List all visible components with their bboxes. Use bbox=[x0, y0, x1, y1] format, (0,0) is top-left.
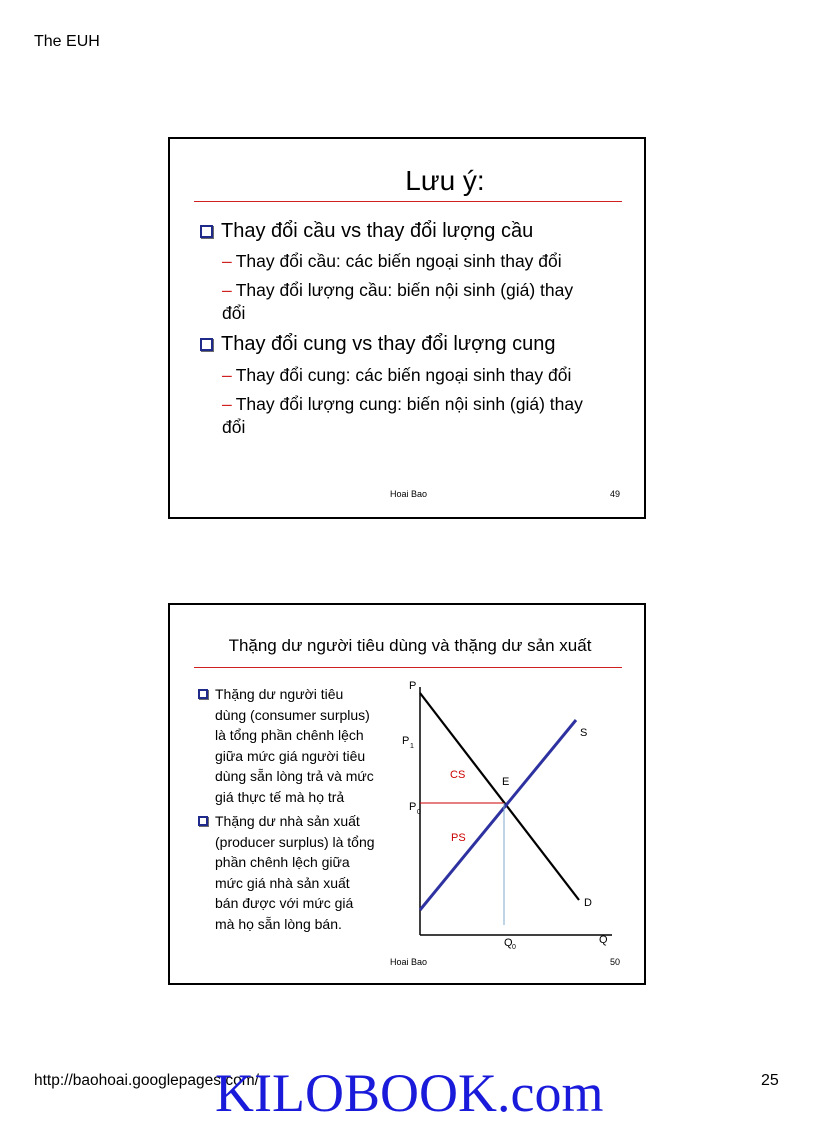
sub-bullet-item bbox=[222, 393, 602, 416]
bullet-text: Thay đổi cung vs thay đổi lượng cung bbox=[221, 333, 556, 355]
slide-title: Lưu ý: bbox=[405, 165, 485, 196]
checkbox-bullet-icon bbox=[200, 225, 213, 238]
bullet-line: là tổng phần chênh lệch bbox=[215, 727, 364, 743]
q0-label: Q bbox=[504, 937, 513, 949]
bullet-item bbox=[200, 220, 533, 243]
slide-author: Hoai Bao bbox=[390, 957, 428, 967]
sub-bullet-continuation bbox=[222, 302, 602, 325]
consumer-surplus-label: CS bbox=[450, 769, 466, 781]
title-divider bbox=[194, 201, 622, 202]
p0-subscript: 0 bbox=[417, 809, 421, 816]
surplus-diagram bbox=[396, 675, 626, 955]
bullet-line: giữa mức giá người tiêu bbox=[215, 747, 366, 764]
demand-label: D bbox=[584, 897, 592, 909]
sub-bullet-text: Thay đổi lượng cung: biến nội sinh (giá) thay bbox=[235, 394, 583, 414]
sub-bullet-text: Thay đổi cầu: các biến ngoại sinh thay đổi bbox=[235, 251, 562, 271]
quantity-axis-label: Q bbox=[599, 934, 608, 946]
checkbox-bullet-icon bbox=[200, 338, 213, 351]
demand-curve bbox=[420, 693, 579, 900]
producer-surplus-label: PS bbox=[451, 832, 466, 844]
bullet-line: phần chênh lệch giữa bbox=[215, 854, 350, 870]
p1-label: P bbox=[402, 735, 410, 747]
p1-subscript: 1 bbox=[410, 743, 414, 750]
footer-url: http://baohoai.googlepages.com/ bbox=[34, 1072, 259, 1089]
supply-label: S bbox=[580, 727, 588, 739]
bullet-text bbox=[215, 811, 375, 934]
dash-icon: – bbox=[222, 280, 232, 300]
watermark-text: KILOBOOK.com bbox=[215, 1063, 604, 1123]
bullet-line: Thặng dư nhà sản xuất bbox=[215, 813, 360, 829]
bullet-line: Thặng dư người tiêu bbox=[215, 686, 344, 702]
bullet-text: Thay đổi cầu vs thay đổi lượng cầu bbox=[221, 220, 534, 242]
bullet-line: giá thực tế mà họ trả bbox=[215, 788, 345, 805]
p0-label: P bbox=[409, 801, 417, 813]
bullet-line: mức giá nhà sản xuất bbox=[215, 874, 350, 891]
bullet-item bbox=[198, 811, 403, 934]
sub-bullet-item bbox=[222, 250, 602, 273]
supply-curve bbox=[420, 720, 576, 910]
bullet-line: dùng sẵn lòng trả và mức bbox=[215, 768, 374, 784]
sub-bullet-item bbox=[222, 364, 602, 387]
equilibrium-label: E bbox=[502, 776, 510, 788]
bullet-item bbox=[198, 684, 403, 807]
bullet-line: bán được với mức giá bbox=[215, 895, 354, 911]
bullet-line: dùng (consumer surplus) bbox=[215, 706, 370, 723]
sub-bullet-text: đổi bbox=[222, 417, 246, 437]
slide-title: Thặng dư người tiêu dùng và thặng dư sản xuất bbox=[228, 636, 592, 655]
bullet-line: mà họ sẵn lòng bán. bbox=[215, 915, 342, 932]
title-divider bbox=[194, 667, 622, 668]
sub-bullet-text: đổi bbox=[222, 303, 246, 323]
sub-bullet-text: Thay đổi lượng cầu: biến nội sinh (giá) thay bbox=[235, 280, 574, 300]
bullet-text bbox=[215, 684, 374, 807]
slide-page-number: 50 bbox=[610, 957, 621, 967]
dash-icon: – bbox=[222, 394, 232, 414]
slide-50 bbox=[168, 603, 646, 985]
footer-page-number: 25 bbox=[761, 1072, 779, 1089]
document-header: The EUH bbox=[34, 33, 100, 50]
slide-49 bbox=[168, 137, 646, 519]
sub-bullet-continuation bbox=[222, 416, 602, 439]
checkbox-bullet-icon bbox=[198, 689, 208, 699]
sub-bullet-item bbox=[222, 279, 602, 302]
bullet-line: (producer surplus) là tổng bbox=[215, 833, 375, 850]
price-axis-label: P bbox=[409, 680, 417, 692]
slide-author: Hoai Bao bbox=[390, 489, 428, 499]
slide-page-number: 49 bbox=[610, 489, 621, 499]
checkbox-bullet-icon bbox=[198, 816, 208, 826]
sub-bullet-text: Thay đổi cung: các biến ngoại sinh thay đổi bbox=[235, 365, 572, 385]
dash-icon: – bbox=[222, 251, 232, 271]
dash-icon: – bbox=[222, 365, 232, 385]
q0-subscript: 0 bbox=[512, 944, 516, 951]
bullet-item bbox=[200, 333, 555, 356]
